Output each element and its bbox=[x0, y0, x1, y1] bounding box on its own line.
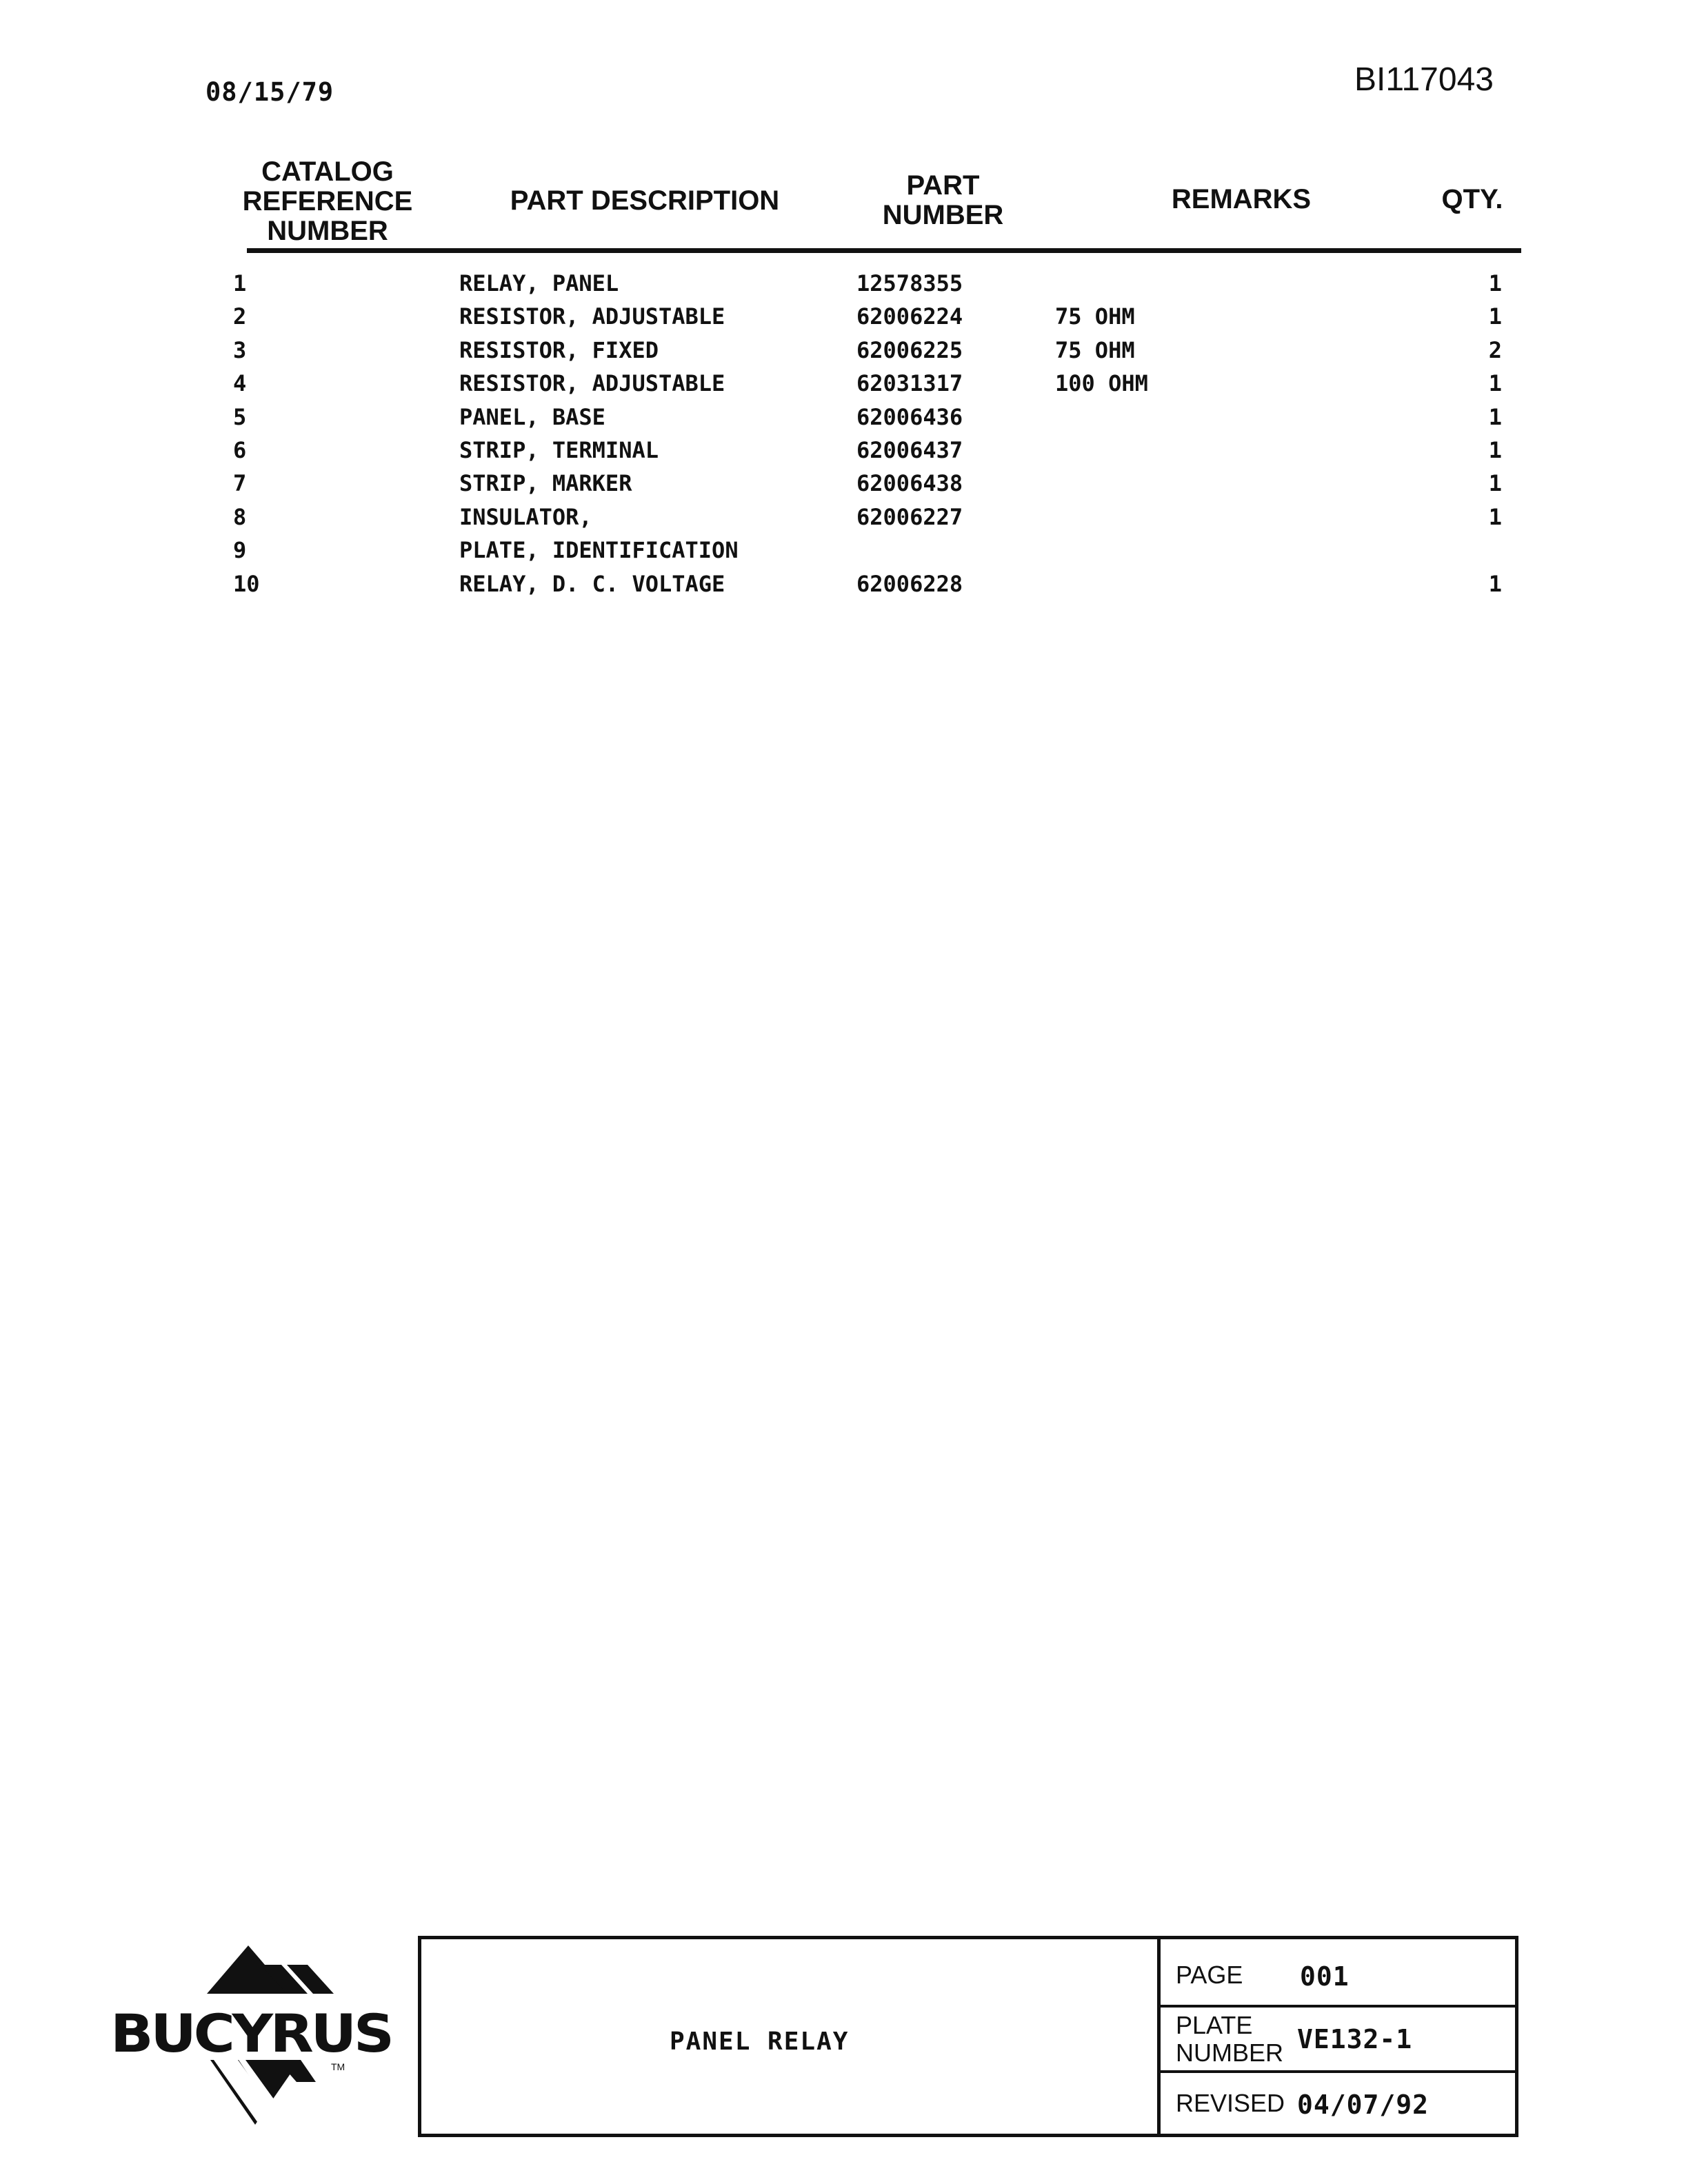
part-number-cell: 62031317 bbox=[856, 370, 963, 397]
qty-cell: 1 bbox=[1488, 303, 1502, 330]
description-cell: PLATE, IDENTIFICATION bbox=[459, 537, 739, 564]
logo-wordmark: BUCYRUS bbox=[110, 2003, 392, 2064]
qty-cell: 1 bbox=[1488, 270, 1502, 296]
table-row bbox=[0, 337, 1695, 370]
title-block-plate-row bbox=[1161, 2005, 1515, 2070]
column-header-remarks: REMARKS bbox=[1171, 184, 1312, 214]
plate-title: PANEL RELAY bbox=[670, 2028, 850, 2056]
title-block-revised-row bbox=[1161, 2070, 1515, 2136]
qty-cell: 1 bbox=[1488, 437, 1502, 463]
remarks-cell: 75 OHM bbox=[1055, 303, 1135, 330]
catalog-ref-cell: 7 bbox=[233, 470, 247, 497]
table-row bbox=[0, 303, 1695, 336]
qty-cell: 1 bbox=[1488, 503, 1502, 530]
description-cell: STRIP, MARKER bbox=[459, 470, 632, 497]
column-header-part-description: PART DESCRIPTION bbox=[510, 185, 780, 216]
table-row bbox=[0, 437, 1695, 470]
part-number-cell: 12578355 bbox=[856, 270, 963, 296]
trademark-mark: TM bbox=[331, 2061, 345, 2072]
column-header-line: NUMBER bbox=[882, 200, 1004, 230]
description-cell: STRIP, TERMINAL bbox=[459, 437, 659, 463]
revised-value: 04/07/92 bbox=[1297, 2090, 1430, 2120]
table-row bbox=[0, 504, 1695, 537]
catalog-ref-cell: 8 bbox=[233, 503, 247, 530]
part-number-cell: 62006436 bbox=[856, 403, 963, 430]
table-row bbox=[0, 404, 1695, 437]
column-header-line: CATALOG bbox=[261, 156, 394, 187]
description-cell: RESISTOR, ADJUSTABLE bbox=[459, 303, 725, 330]
catalog-ref-cell: 6 bbox=[233, 437, 247, 463]
catalog-ref-cell: 10 bbox=[233, 570, 260, 597]
remarks-cell: 75 OHM bbox=[1055, 336, 1135, 363]
column-header-line: REFERENCE bbox=[242, 186, 413, 216]
qty-cell: 1 bbox=[1488, 570, 1502, 597]
table-row bbox=[0, 537, 1695, 570]
part-number-cell: 62006437 bbox=[856, 437, 963, 463]
document-date: 08/15/79 bbox=[205, 77, 334, 107]
catalog-ref-cell: 4 bbox=[233, 370, 247, 397]
table-row bbox=[0, 370, 1695, 403]
description-cell: RELAY, D. C. VOLTAGE bbox=[459, 570, 725, 597]
qty-cell: 1 bbox=[1488, 403, 1502, 430]
plate-number-label bbox=[1176, 2012, 1283, 2067]
catalog-ref-cell: 2 bbox=[233, 303, 247, 330]
table-row bbox=[0, 270, 1695, 303]
part-number-cell: 62006228 bbox=[856, 570, 963, 597]
plate-number-value: VE132-1 bbox=[1297, 2024, 1413, 2054]
qty-cell: 1 bbox=[1488, 470, 1502, 497]
column-header-part-number bbox=[848, 171, 1038, 230]
table-row bbox=[0, 571, 1695, 604]
revised-label: REVISED bbox=[1176, 2089, 1285, 2117]
catalog-ref-cell: 5 bbox=[233, 403, 247, 430]
description-cell: INSULATOR, bbox=[459, 503, 592, 530]
column-header-qty: QTY. bbox=[1441, 184, 1503, 214]
title-block bbox=[418, 1936, 1518, 2137]
document-id: BI117043 bbox=[1354, 61, 1494, 98]
description-cell: RESISTOR, FIXED bbox=[459, 336, 659, 363]
remarks-cell: 100 OHM bbox=[1055, 370, 1148, 397]
column-header-line: PART bbox=[906, 170, 980, 201]
catalog-ref-cell: 1 bbox=[233, 270, 247, 296]
page-label: PAGE bbox=[1176, 1961, 1243, 1989]
catalog-ref-cell: 3 bbox=[233, 336, 247, 363]
plate-label-line: NUMBER bbox=[1176, 2039, 1284, 2067]
catalog-ref-cell: 9 bbox=[233, 537, 247, 564]
part-number-cell: 62006225 bbox=[856, 336, 963, 363]
description-cell: PANEL, BASE bbox=[459, 403, 605, 430]
table-row bbox=[0, 470, 1695, 503]
part-number-cell: 62006224 bbox=[856, 303, 963, 330]
header-rule bbox=[247, 248, 1521, 253]
plate-label-line: PLATE bbox=[1176, 2011, 1253, 2039]
title-block-page-row bbox=[1161, 1939, 1515, 2005]
description-cell: RELAY, PANEL bbox=[459, 270, 619, 296]
column-header-line: NUMBER bbox=[267, 216, 388, 246]
part-number-cell: 62006438 bbox=[856, 470, 963, 497]
page-value: 001 bbox=[1300, 1961, 1350, 1992]
qty-cell: 2 bbox=[1488, 336, 1502, 363]
column-header-catalog-reference bbox=[238, 157, 417, 246]
title-block-main bbox=[421, 1939, 1161, 2134]
part-number-cell: 62006227 bbox=[856, 503, 963, 530]
qty-cell: 1 bbox=[1488, 370, 1502, 397]
description-cell: RESISTOR, ADJUSTABLE bbox=[459, 370, 725, 397]
